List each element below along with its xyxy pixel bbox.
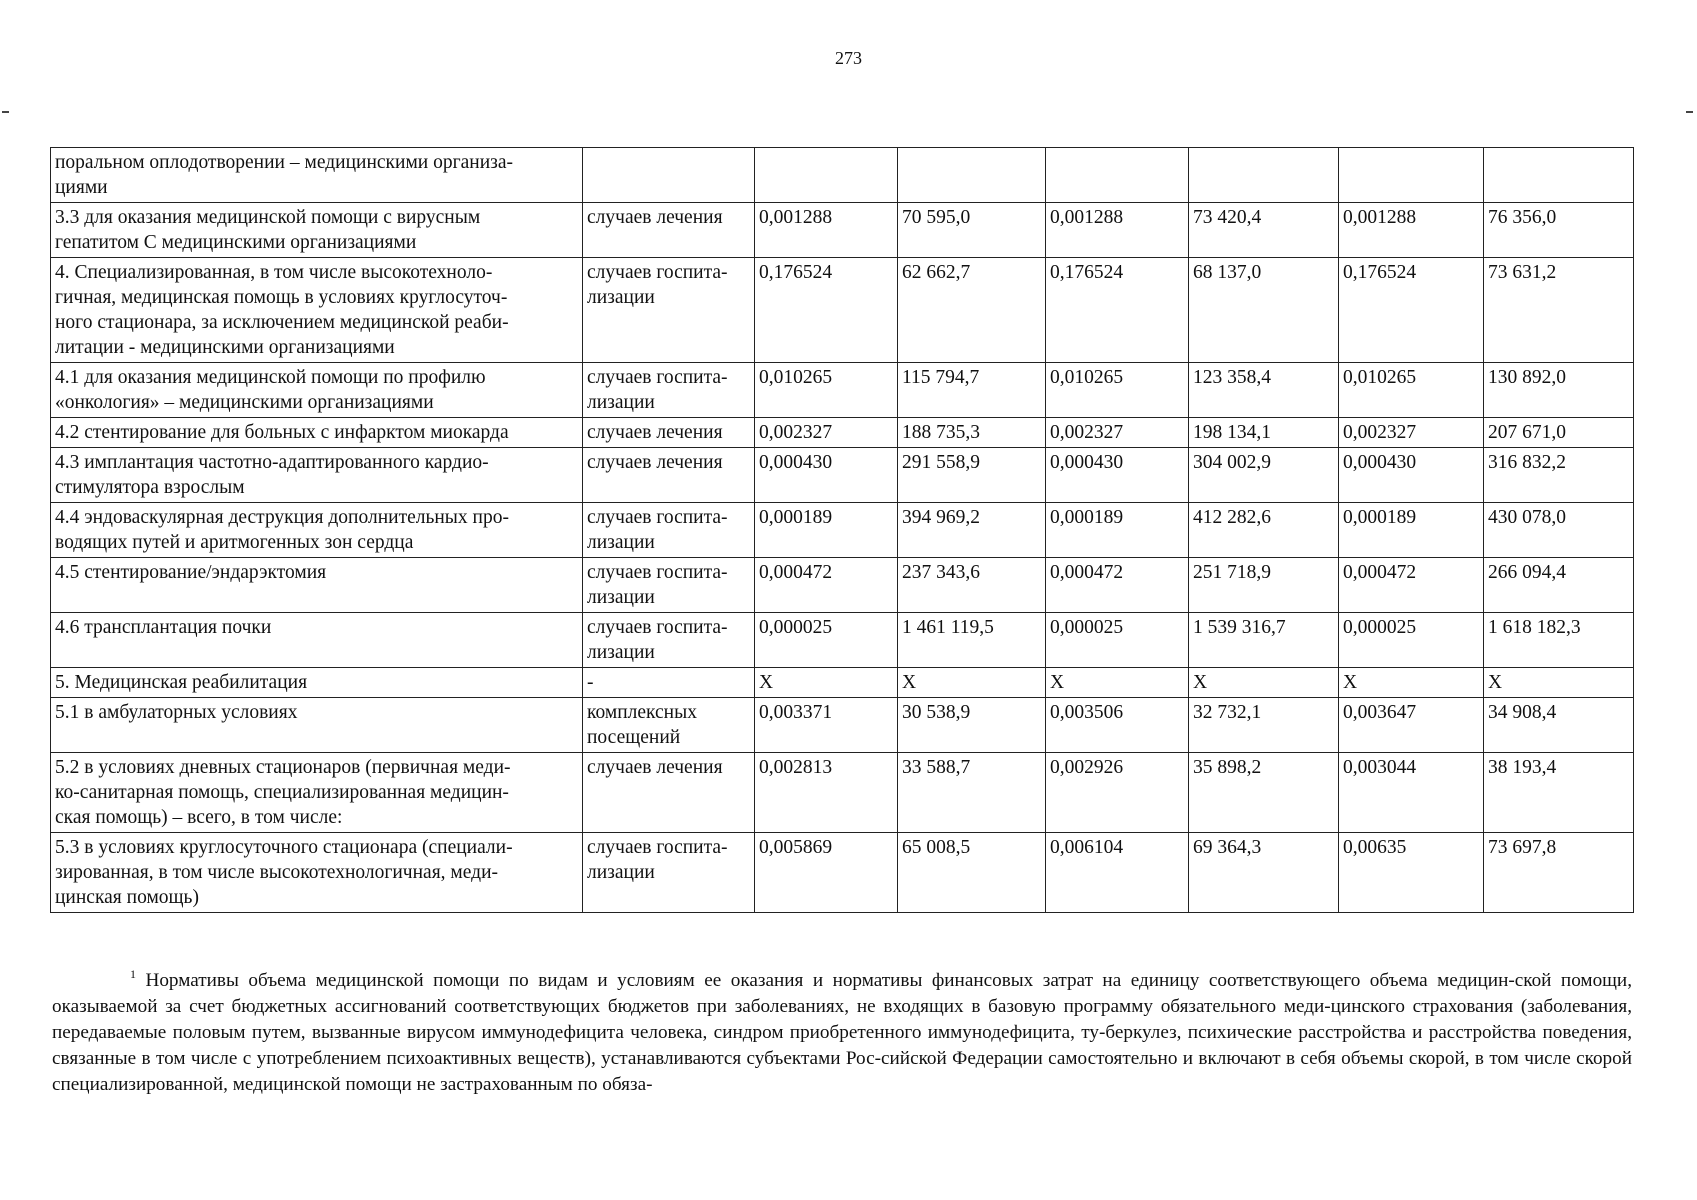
value-cell: 73 697,8 xyxy=(1484,833,1634,913)
value-cell: 0,006104 xyxy=(1046,833,1189,913)
value-cell xyxy=(1339,148,1484,203)
footnote-marker: 1 xyxy=(130,967,136,981)
value-cell: 0,003647 xyxy=(1339,698,1484,753)
value-cell: 304 002,9 xyxy=(1189,448,1339,503)
table-row xyxy=(51,698,1634,753)
value-cell: 0,000430 xyxy=(1339,448,1484,503)
unit-cell: случаев госпита- лизации xyxy=(583,613,755,668)
value-cell: 0,176524 xyxy=(1339,258,1484,363)
unit-cell: случаев госпита- лизации xyxy=(583,503,755,558)
value-cell: 0,002327 xyxy=(755,418,898,448)
name-cell: 4.6 трансплантация почки xyxy=(51,613,583,668)
table-row xyxy=(51,363,1634,418)
value-cell: 73 631,2 xyxy=(1484,258,1634,363)
value-cell: 0,000430 xyxy=(1046,448,1189,503)
value-cell: 188 735,3 xyxy=(898,418,1046,448)
value-cell: 0,003371 xyxy=(755,698,898,753)
value-cell: 0,000472 xyxy=(755,558,898,613)
value-cell xyxy=(1189,148,1339,203)
unit-cell: случаев госпита- лизации xyxy=(583,363,755,418)
value-cell: 430 078,0 xyxy=(1484,503,1634,558)
page-number: 273 xyxy=(835,48,862,68)
value-cell: 34 908,4 xyxy=(1484,698,1634,753)
value-cell: 38 193,4 xyxy=(1484,753,1634,833)
left-edge-mark xyxy=(2,111,9,113)
name-cell: 3.3 для оказания медицинской помощи с вирусным гепатитом С медицинскими организациями xyxy=(51,203,583,258)
unit-cell: случаев лечения xyxy=(583,448,755,503)
footnote-text: Нормативы объема медицинской помощи по видам и условиям ее оказания и нормативы финансовых затрат на единицу соответствующего объема медицин-ской помощи, оказываемой за счет бюджетных ассигнований соответствующих бюджетов при заболеваниях, не входящих в базовую программу обязательного меди-цинского страхования (заболевания, передаваемые половым путем, вызванные вирусом иммунодефицита человека, синдром приобретенного иммунодефицита, ту-беркулез, психические расстройства и расстройства поведения, связанные в том числе с употреблением психоактивных веществ), устанавливаются субъектами Рос-сийской Федерации самостоятельно и включают в себя объемы скорой, в том числе скорой специализированной, медицинской помощи не застрахованным по обяза- xyxy=(52,970,1632,1095)
value-cell: 62 662,7 xyxy=(898,258,1046,363)
name-cell: 4.2 стентирование для больных с инфарктом миокарда xyxy=(51,418,583,448)
right-edge-mark xyxy=(1686,111,1693,113)
value-cell: 207 671,0 xyxy=(1484,418,1634,448)
name-cell: 5.3 в условиях круглосуточного стационара (специали- зированная, в том числе высокотехнологичная, меди- цинская помощь) xyxy=(51,833,583,913)
name-cell: 4.3 имплантация частотно-адаптированного кардио- стимулятора взрослым xyxy=(51,448,583,503)
value-cell: 412 282,6 xyxy=(1189,503,1339,558)
unit-cell xyxy=(583,148,755,203)
table-row xyxy=(51,448,1634,503)
unit-cell: случаев госпита- лизации xyxy=(583,833,755,913)
value-cell: 123 358,4 xyxy=(1189,363,1339,418)
name-cell: 5.1 в амбулаторных условиях xyxy=(51,698,583,753)
table-row xyxy=(51,418,1634,448)
table-row xyxy=(51,258,1634,363)
name-cell: поральном оплодотворении – медицинскими организа- циями xyxy=(51,148,583,203)
value-cell: 115 794,7 xyxy=(898,363,1046,418)
value-cell: 0,000189 xyxy=(1339,503,1484,558)
value-cell: 0,000025 xyxy=(1046,613,1189,668)
value-cell: X xyxy=(1046,668,1189,698)
name-cell: 5.2 в условиях дневных стационаров (первичная меди- ко-санитарная помощь, специализированная медицин- ская помощь) – всего, в том числе: xyxy=(51,753,583,833)
name-cell: 5. Медицинская реабилитация xyxy=(51,668,583,698)
unit-cell: случаев лечения xyxy=(583,203,755,258)
value-cell: 30 538,9 xyxy=(898,698,1046,753)
value-cell: 65 008,5 xyxy=(898,833,1046,913)
value-cell: 0,002327 xyxy=(1046,418,1189,448)
value-cell: 0,002926 xyxy=(1046,753,1189,833)
value-cell: X xyxy=(1189,668,1339,698)
value-cell: 291 558,9 xyxy=(898,448,1046,503)
value-cell: 0,002327 xyxy=(1339,418,1484,448)
unit-cell: случаев лечения xyxy=(583,418,755,448)
value-cell: 0,010265 xyxy=(1339,363,1484,418)
value-cell: 32 732,1 xyxy=(1189,698,1339,753)
norms-table xyxy=(50,147,1634,913)
value-cell: 0,176524 xyxy=(1046,258,1189,363)
value-cell: 1 461 119,5 xyxy=(898,613,1046,668)
value-cell: 73 420,4 xyxy=(1189,203,1339,258)
unit-cell: - xyxy=(583,668,755,698)
value-cell: 0,000189 xyxy=(755,503,898,558)
value-cell: 0,000025 xyxy=(1339,613,1484,668)
value-cell: X xyxy=(1484,668,1634,698)
value-cell: 0,000472 xyxy=(1046,558,1189,613)
value-cell: 35 898,2 xyxy=(1189,753,1339,833)
value-cell: X xyxy=(1339,668,1484,698)
value-cell xyxy=(1484,148,1634,203)
value-cell: 0,001288 xyxy=(1046,203,1189,258)
unit-cell: случаев госпита- лизации xyxy=(583,558,755,613)
value-cell: 0,010265 xyxy=(1046,363,1189,418)
value-cell: 251 718,9 xyxy=(1189,558,1339,613)
unit-cell: комплексных посещений xyxy=(583,698,755,753)
value-cell: 1 539 316,7 xyxy=(1189,613,1339,668)
unit-cell: случаев госпита- лизации xyxy=(583,258,755,363)
value-cell: 130 892,0 xyxy=(1484,363,1634,418)
value-cell: 1 618 182,3 xyxy=(1484,613,1634,668)
value-cell: 0,00635 xyxy=(1339,833,1484,913)
value-cell: 0,010265 xyxy=(755,363,898,418)
value-cell xyxy=(755,148,898,203)
value-cell: X xyxy=(755,668,898,698)
value-cell: 68 137,0 xyxy=(1189,258,1339,363)
value-cell: 0,000430 xyxy=(755,448,898,503)
value-cell: 0,000025 xyxy=(755,613,898,668)
value-cell: 0,005869 xyxy=(755,833,898,913)
value-cell: X xyxy=(898,668,1046,698)
value-cell: 266 094,4 xyxy=(1484,558,1634,613)
table-row xyxy=(51,558,1634,613)
name-cell: 4.1 для оказания медицинской помощи по профилю «онкология» – медицинскими организациями xyxy=(51,363,583,418)
value-cell: 394 969,2 xyxy=(898,503,1046,558)
table-row xyxy=(51,668,1634,698)
unit-cell: случаев лечения xyxy=(583,753,755,833)
footnote xyxy=(52,968,1632,1098)
value-cell: 237 343,6 xyxy=(898,558,1046,613)
value-cell: 69 364,3 xyxy=(1189,833,1339,913)
value-cell: 70 595,0 xyxy=(898,203,1046,258)
table-row xyxy=(51,503,1634,558)
value-cell: 0,000472 xyxy=(1339,558,1484,613)
name-cell: 4.4 эндоваскулярная деструкция дополнительных про- водящих путей и аритмогенных зон сердца xyxy=(51,503,583,558)
table-row xyxy=(51,613,1634,668)
value-cell: 0,001288 xyxy=(755,203,898,258)
value-cell: 316 832,2 xyxy=(1484,448,1634,503)
value-cell xyxy=(1046,148,1189,203)
value-cell: 198 134,1 xyxy=(1189,418,1339,448)
value-cell: 0,001288 xyxy=(1339,203,1484,258)
value-cell: 33 588,7 xyxy=(898,753,1046,833)
table-body xyxy=(51,148,1634,913)
value-cell: 0,002813 xyxy=(755,753,898,833)
table-row xyxy=(51,833,1634,913)
value-cell: 0,003506 xyxy=(1046,698,1189,753)
value-cell xyxy=(898,148,1046,203)
value-cell: 0,176524 xyxy=(755,258,898,363)
name-cell: 4. Специализированная, в том числе высокотехноло- гичная, медицинская помощь в условиях круглосуточ- ного стационара, за исключением медицинской реаби- литации - медицинскими организациями xyxy=(51,258,583,363)
table-row xyxy=(51,753,1634,833)
table-row xyxy=(51,148,1634,203)
name-cell: 4.5 стентирование/эндарэктомия xyxy=(51,558,583,613)
table-row xyxy=(51,203,1634,258)
value-cell: 0,000189 xyxy=(1046,503,1189,558)
value-cell: 0,003044 xyxy=(1339,753,1484,833)
value-cell: 76 356,0 xyxy=(1484,203,1634,258)
